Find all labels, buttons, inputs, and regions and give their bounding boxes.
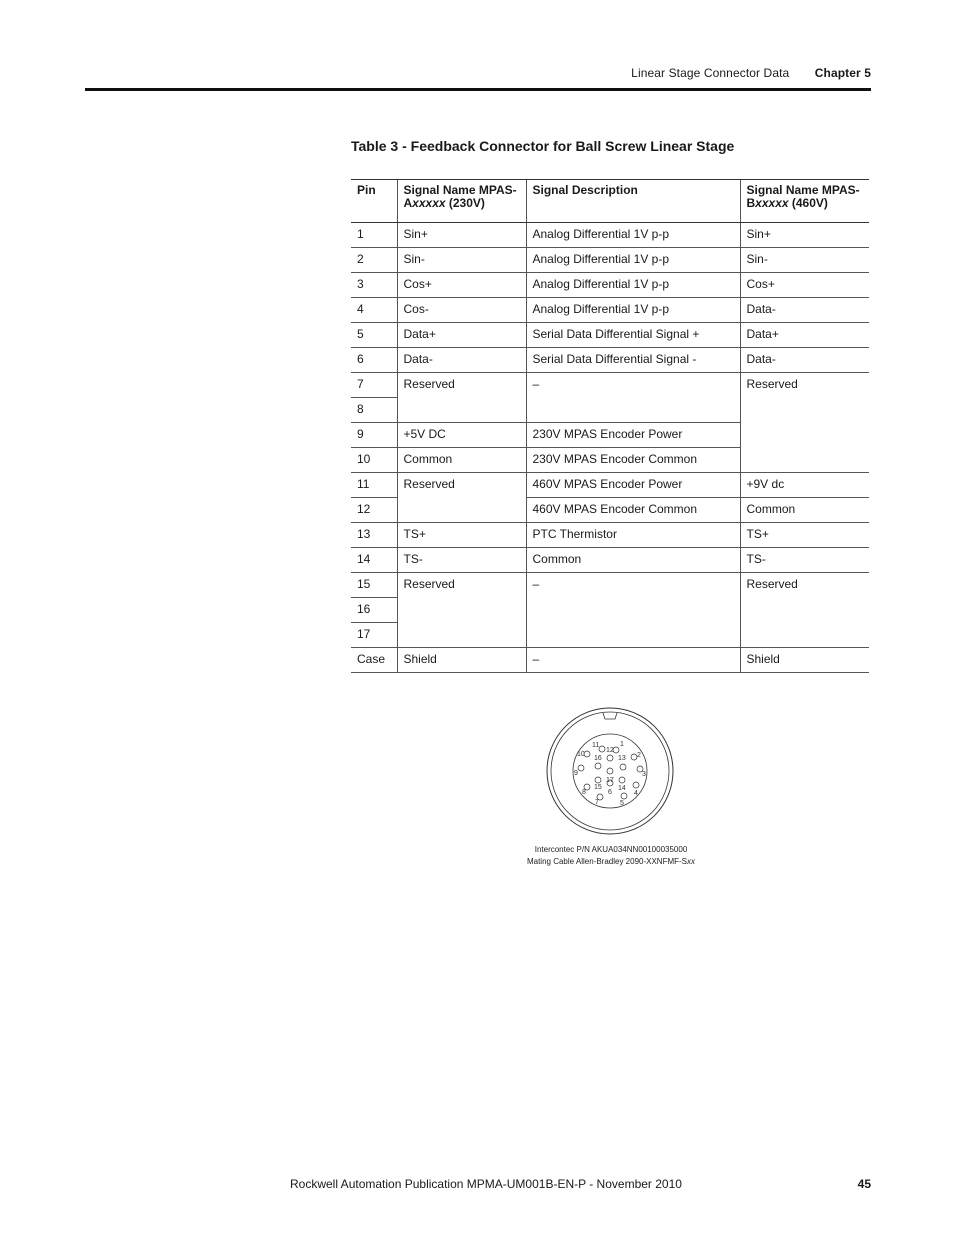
pin-label-5: 5 (620, 800, 624, 807)
feedback-connector-table (351, 179, 869, 673)
description-cell: 230V MPAS Encoder Power (526, 423, 740, 448)
pin-cell: 17 (351, 623, 397, 648)
publication-footer: Rockwell Automation Publication MPMA-UM001B-EN-P - November 2010 (290, 1177, 682, 1191)
signal-b-cell: Reserved (740, 373, 869, 473)
description-cell: – (526, 573, 740, 648)
signal-a-cell: Cos+ (397, 273, 526, 298)
table-row (351, 223, 869, 248)
pin-label-2: 2 (637, 752, 641, 759)
description-cell: 230V MPAS Encoder Common (526, 448, 740, 473)
pin-cell: 9 (351, 423, 397, 448)
pin-label-15: 15 (594, 784, 602, 791)
pin-17 (607, 768, 613, 774)
description-cell: – (526, 373, 740, 423)
pin-label-1: 1 (620, 741, 624, 748)
description-cell: – (526, 648, 740, 673)
pin-label-9: 9 (574, 770, 578, 777)
pin-label-11: 11 (592, 742, 600, 749)
table-title: Table 3 - Feedback Connector for Ball Screw Linear Stage (351, 138, 735, 154)
signal-b-cell: Sin+ (740, 223, 869, 248)
description-cell: Analog Differential 1V p-p (526, 248, 740, 273)
header-pin: Pin (351, 180, 397, 223)
pin-label-12: 12 (606, 747, 614, 754)
pin-cell: Case (351, 648, 397, 673)
pin-cell: 7 (351, 373, 397, 398)
pin-cell: 11 (351, 473, 397, 498)
signal-a-cell: Common (397, 448, 526, 473)
signal-a-cell: Sin+ (397, 223, 526, 248)
signal-a-cell: TS+ (397, 523, 526, 548)
header-rule (85, 88, 871, 91)
signal-a-cell: Data+ (397, 323, 526, 348)
header-signal-name-a: Signal Name MPAS-Axxxxx (230V) (397, 180, 526, 223)
table-row (351, 273, 869, 298)
signal-a-cell: Reserved (397, 573, 526, 648)
description-cell: 460V MPAS Encoder Common (526, 498, 740, 523)
pin-label-6: 6 (608, 789, 612, 796)
pin-16 (595, 763, 601, 769)
signal-b-cell: Sin- (740, 248, 869, 273)
pin-label-7: 7 (595, 799, 599, 806)
signal-b-cell: TS+ (740, 523, 869, 548)
mating-cable-caption: Mating Cable Allen-Bradley 2090-XXNFMF-Sxx (526, 857, 696, 866)
pin-cell: 8 (351, 398, 397, 423)
signal-a-cell: Sin- (397, 248, 526, 273)
connector-key-notch (603, 713, 617, 719)
pin-cell: 16 (351, 598, 397, 623)
signal-a-cell: Cos- (397, 298, 526, 323)
description-cell: Analog Differential 1V p-p (526, 273, 740, 298)
header-section-title: Linear Stage Connector Data (631, 66, 790, 80)
pin-cell: 2 (351, 248, 397, 273)
description-cell: Serial Data Differential Signal + (526, 323, 740, 348)
signal-b-cell: Common (740, 498, 869, 523)
pin-cell: 1 (351, 223, 397, 248)
connector-part-number: Intercontec P/N AKUA034NN00100035000 (534, 845, 688, 854)
connector-outer-ring (547, 708, 673, 834)
description-cell: Common (526, 548, 740, 573)
page-number: 45 (857, 1177, 871, 1191)
table-row (351, 348, 869, 373)
signal-a-cell: +5V DC (397, 423, 526, 448)
table-row (351, 648, 869, 673)
pin-cell: 5 (351, 323, 397, 348)
pin-15 (595, 777, 601, 783)
signal-b-cell: Reserved (740, 573, 869, 648)
pin-cell: 13 (351, 523, 397, 548)
pin-label-17: 17 (606, 777, 614, 784)
pin-cell: 6 (351, 348, 397, 373)
pin-label-14: 14 (618, 785, 626, 792)
signal-b-cell: Data- (740, 298, 869, 323)
table-header-row (351, 180, 869, 223)
pin-cell: 3 (351, 273, 397, 298)
signal-b-cell: Cos+ (740, 273, 869, 298)
connector-inner-ring (551, 712, 669, 830)
pin-9 (578, 765, 584, 771)
header-chapter: Chapter 5 (814, 66, 871, 80)
pin-label-13: 13 (618, 755, 626, 762)
pin-label-4: 4 (634, 790, 638, 797)
signal-a-cell: Reserved (397, 373, 526, 423)
pin-5 (621, 793, 627, 799)
pin-cell: 4 (351, 298, 397, 323)
signal-a-cell: Shield (397, 648, 526, 673)
pin-14 (619, 777, 625, 783)
pin-4 (633, 782, 639, 788)
table-row (351, 548, 869, 573)
pin-10 (584, 751, 590, 757)
signal-a-cell: Data- (397, 348, 526, 373)
signal-b-cell: Shield (740, 648, 869, 673)
pin-label-10: 10 (577, 751, 585, 758)
pin-label-3: 3 (642, 771, 646, 778)
pin-11 (599, 746, 605, 752)
table-row (351, 248, 869, 273)
table-row (351, 298, 869, 323)
connector-diagram (540, 705, 682, 842)
pin-cell: 14 (351, 548, 397, 573)
running-header (631, 66, 871, 80)
header-signal-description: Signal Description (526, 180, 740, 223)
pin-label-8: 8 (582, 789, 586, 796)
table-row (351, 473, 869, 498)
pin-12 (607, 755, 613, 761)
pin-cell: 10 (351, 448, 397, 473)
pin-cell: 15 (351, 573, 397, 598)
description-cell: PTC Thermistor (526, 523, 740, 548)
header-signal-name-b: Signal Name MPAS-Bxxxxx (460V) (740, 180, 869, 223)
pin-13 (620, 764, 626, 770)
signal-a-cell: Reserved (397, 473, 526, 523)
connector-pinout-svg (540, 705, 682, 837)
description-cell: Analog Differential 1V p-p (526, 223, 740, 248)
signal-b-cell: TS- (740, 548, 869, 573)
signal-b-cell: +9V dc (740, 473, 869, 498)
description-cell: Serial Data Differential Signal - (526, 348, 740, 373)
table-row (351, 573, 869, 598)
description-cell: 460V MPAS Encoder Power (526, 473, 740, 498)
signal-a-cell: TS- (397, 548, 526, 573)
pin-cell: 12 (351, 498, 397, 523)
description-cell: Analog Differential 1V p-p (526, 298, 740, 323)
signal-b-cell: Data+ (740, 323, 869, 348)
table-row (351, 323, 869, 348)
table-row (351, 373, 869, 398)
table-row (351, 523, 869, 548)
signal-b-cell: Data- (740, 348, 869, 373)
pin-1 (613, 747, 619, 753)
pin-label-16: 16 (594, 755, 602, 762)
